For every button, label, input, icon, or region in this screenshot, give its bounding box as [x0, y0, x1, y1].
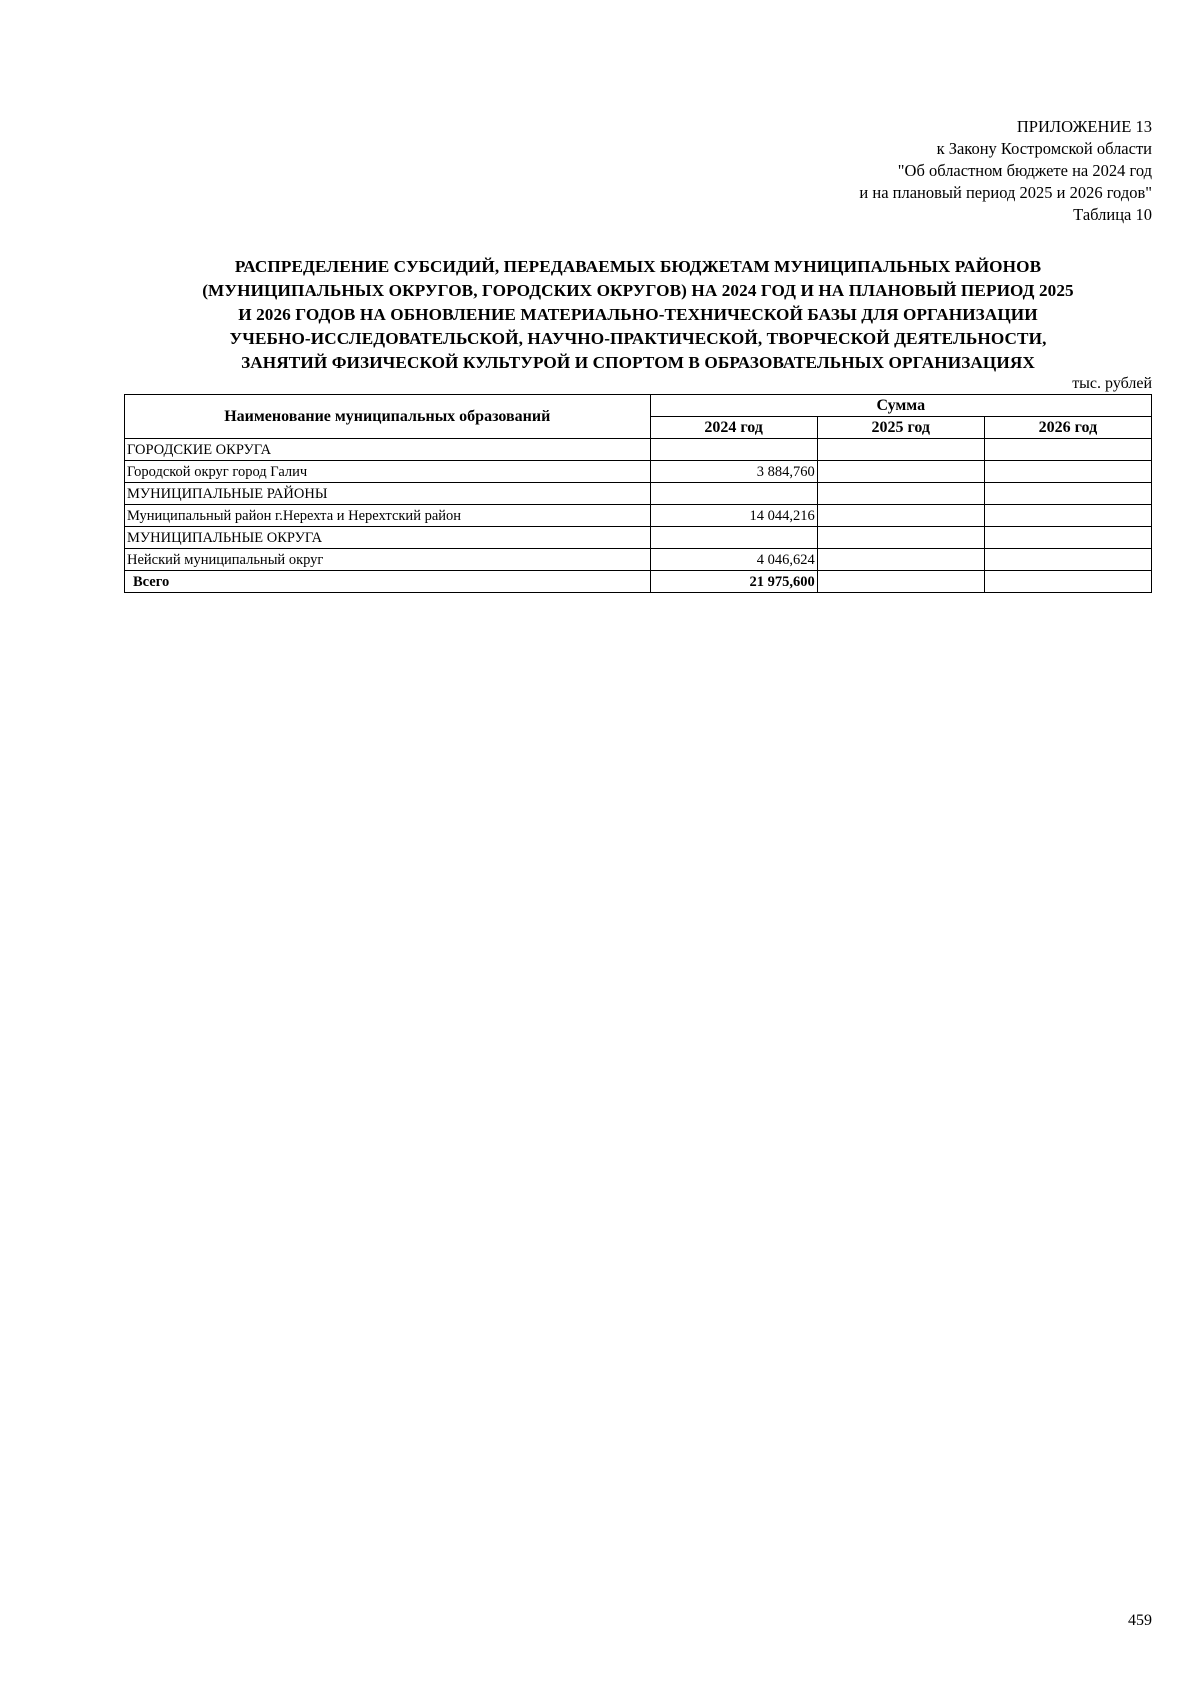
cell-2026: [984, 439, 1151, 461]
row-name: Муниципальный район г.Нерехта и Нерехтский район: [125, 505, 651, 527]
total-row: [125, 571, 1152, 593]
total-label: Всего: [125, 571, 651, 593]
table-row: [125, 505, 1152, 527]
cell-2024: [650, 483, 817, 505]
cell-2024: 4 046,624: [650, 549, 817, 571]
cell-2025: [817, 527, 984, 549]
table-row: [125, 461, 1152, 483]
table-number: Таблица 10: [1073, 205, 1152, 224]
cell-2026: [984, 483, 1151, 505]
appendix-line: "Об областном бюджете на 2024 год: [897, 161, 1152, 180]
table-row: [125, 483, 1152, 505]
title-line: И 2026 ГОДОВ НА ОБНОВЛЕНИЕ МАТЕРИАЛЬНО-ТЕХНИЧЕСКОЙ БАЗЫ ДЛЯ ОРГАНИЗАЦИИ: [238, 305, 1038, 324]
table-row: [125, 549, 1152, 571]
column-header-2026: 2026 год: [984, 417, 1151, 439]
title-line: ЗАНЯТИЙ ФИЗИЧЕСКОЙ КУЛЬТУРОЙ И СПОРТОМ В ОБРАЗОВАТЕЛЬНЫХ ОРГАНИЗАЦИЯХ: [241, 353, 1035, 372]
column-header-2024: 2024 год: [650, 417, 817, 439]
subsidy-table: [124, 394, 1152, 593]
cell-2025: [817, 461, 984, 483]
row-name: Нейский муниципальный округ: [125, 549, 651, 571]
row-name: МУНИЦИПАЛЬНЫЕ РАЙОНЫ: [125, 483, 651, 505]
cell-2024: [650, 439, 817, 461]
column-header-name: Наименование муниципальных образований: [125, 395, 651, 439]
cell-2025: [817, 439, 984, 461]
cell-2024: 3 884,760: [650, 461, 817, 483]
row-name: ГОРОДСКИЕ ОКРУГА: [125, 439, 651, 461]
page-number: 459: [1128, 1612, 1152, 1629]
row-name: Городской округ город Галич: [125, 461, 651, 483]
total-2024: 21 975,600: [650, 571, 817, 593]
appendix-header: [859, 116, 1152, 226]
cell-2026: [984, 527, 1151, 549]
units-label: тыс. рублей: [1072, 375, 1152, 392]
cell-2025: [817, 505, 984, 527]
title-line: РАСПРЕДЕЛЕНИЕ СУБСИДИЙ, ПЕРЕДАВАЕМЫХ БЮДЖЕТАМ МУНИЦИПАЛЬНЫХ РАЙОНОВ: [234, 257, 1042, 276]
table-header-row: [125, 395, 1152, 417]
title-line: (МУНИЦИПАЛЬНЫХ ОКРУГОВ, ГОРОДСКИХ ОКРУГОВ) НА 2024 ГОД И НА ПЛАНОВЫЙ ПЕРИОД 2025: [202, 281, 1074, 300]
total-2026: [984, 571, 1151, 593]
table-row: [125, 439, 1152, 461]
title-line: УЧЕБНО-ИССЛЕДОВАТЕЛЬСКОЙ, НАУЧНО-ПРАКТИЧЕСКОЙ, ТВОРЧЕСКОЙ ДЕЯТЕЛЬНОСТИ,: [229, 329, 1047, 348]
appendix-line: к Закону Костромской области: [936, 139, 1152, 158]
document-title: [124, 255, 1152, 375]
cell-2026: [984, 549, 1151, 571]
cell-2026: [984, 461, 1151, 483]
row-name: МУНИЦИПАЛЬНЫЕ ОКРУГА: [125, 527, 651, 549]
cell-2024: [650, 527, 817, 549]
column-header-sum: Сумма: [650, 395, 1151, 417]
cell-2026: [984, 505, 1151, 527]
cell-2024: 14 044,216: [650, 505, 817, 527]
table-row: [125, 527, 1152, 549]
cell-2025: [817, 483, 984, 505]
appendix-line: ПРИЛОЖЕНИЕ 13: [1016, 117, 1152, 136]
total-2025: [817, 571, 984, 593]
column-header-2025: 2025 год: [817, 417, 984, 439]
cell-2025: [817, 549, 984, 571]
appendix-line: и на плановый период 2025 и 2026 годов": [859, 183, 1152, 202]
